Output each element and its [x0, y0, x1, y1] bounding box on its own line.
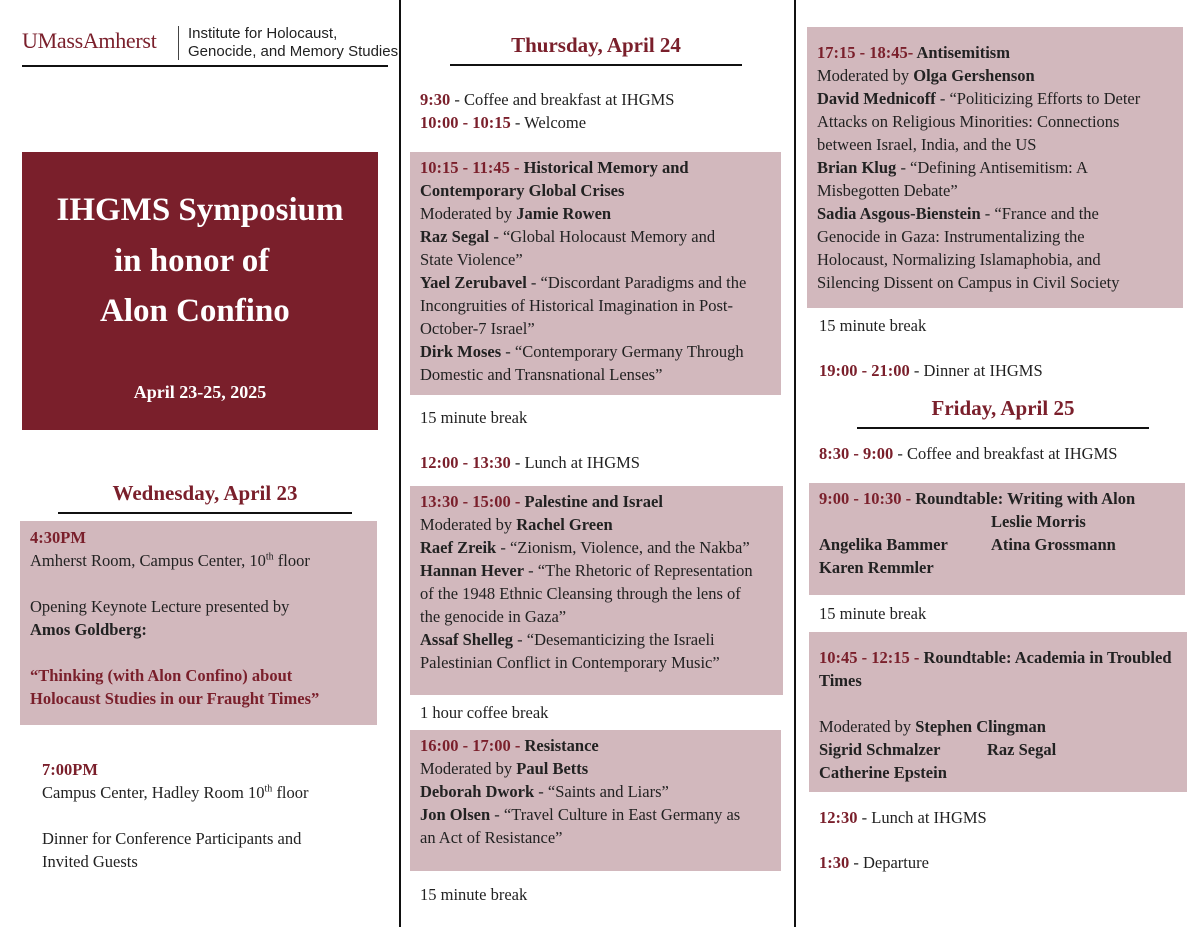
thursday-rule	[450, 64, 742, 66]
session-2-moderator: Moderated by Rachel Green	[420, 515, 613, 534]
session-1-talk-2: Yael Zerubavel - “Discordant Paradigms and the	[420, 273, 747, 292]
roundtable-1-participant: Leslie Morris	[991, 512, 1086, 531]
session-2-talk-1: Raef Zreik - “Zionism, Violence, and the Nakba”	[420, 538, 750, 557]
dinner-time: 7:00PM	[42, 760, 98, 779]
header-rule	[22, 65, 388, 67]
keynote-title-2: Holocaust Studies in our Fraught Times”	[30, 689, 320, 708]
session-palestine-israel	[410, 486, 783, 695]
break-1: 15 minute break	[420, 408, 528, 427]
roundtable-writing-with-alon	[809, 483, 1185, 595]
roundtable-2-participants-row	[819, 738, 1177, 761]
session-resistance	[410, 730, 781, 871]
roundtable-1-heading: 9:00 - 10:30 - Roundtable: Writing with Alon	[819, 489, 1136, 508]
column-divider-1	[399, 0, 401, 927]
friday-departure: 1:30 - Departure	[819, 853, 929, 872]
logo-divider	[178, 26, 179, 60]
dinner-text-2: Invited Guests	[42, 852, 138, 871]
session-3-talk-2: Jon Olsen - “Travel Culture in East Germany as	[420, 805, 741, 824]
session-4-talk-3-cont-2: Holocaust, Normalizing Islamaphobia, and	[817, 250, 1101, 269]
session-4-talk-1-cont: Attacks on Religious Minorities: Connections	[817, 112, 1120, 131]
symposium-dates: April 23-25, 2025	[133, 382, 267, 402]
session-4-talk-3-cont: Genocide in Gaza: Instrumentalizing the	[817, 227, 1085, 246]
thursday-lunch: 12:00 - 13:30 - Lunch at IHGMS	[420, 453, 640, 472]
roundtable-2-heading: 10:45 - 12:15 - Roundtable: Academia in Troubled	[819, 648, 1172, 667]
session-4-talk-2-cont: Misbegotten Debate”	[817, 181, 958, 200]
title-line-1: IHGMS Symposium	[56, 192, 344, 228]
roundtable-1-participant: Atina Grossmann	[991, 535, 1116, 554]
institute-line-1: Institute for Holocaust,	[188, 25, 338, 42]
session-4-talk-2: Brian Klug - “Defining Antisemitism: A	[817, 158, 1088, 177]
session-3-talk-2-cont: an Act of Resistance”	[420, 828, 563, 847]
roundtable-2-participant: Catherine Epstein	[819, 763, 947, 782]
session-1-talk-1-cont: State Violence”	[420, 250, 523, 269]
session-2-talk-3: Assaf Shelleg - “Desemanticizing the Israeli	[420, 630, 715, 649]
roundtable-1-participants-row	[819, 533, 1175, 556]
session-1-talk-2-cont-2: October-7 Israel”	[420, 319, 535, 338]
session-3-heading: 16:00 - 17:00 - Resistance	[420, 736, 599, 755]
roundtable-2-participant: Raz Segal	[987, 740, 1057, 759]
umass-logo	[22, 28, 157, 54]
roundtable-1-participant: Angelika Bammer	[819, 535, 948, 554]
session-1-talk-3: Dirk Moses - “Contemporary Germany Through	[420, 342, 744, 361]
session-historical-memory	[410, 152, 781, 395]
institute-line-2: Genocide, and Memory Studies	[188, 43, 399, 60]
keynote-time: 4:30PM	[30, 528, 86, 547]
friday-lunch: 12:30 - Lunch at IHGMS	[819, 808, 987, 827]
wednesday-rule	[58, 512, 352, 514]
column-divider-2	[794, 0, 796, 927]
wednesday-heading: Wednesday, April 23	[112, 481, 298, 505]
break-3: 15 minute break	[420, 885, 528, 904]
session-4-talk-3-cont-3: Silencing Dissent on Campus in Civil Society	[817, 273, 1120, 292]
session-3-talk-1: Deborah Dwork - “Saints and Liars”	[420, 782, 669, 801]
keynote-title-1: “Thinking (with Alon Confino) about	[30, 666, 293, 685]
break-2: 1 hour coffee break	[420, 703, 549, 722]
roundtable-1-participant: Karen Remmler	[819, 558, 934, 577]
title-line-2: in honor of	[114, 243, 270, 279]
friday-rule	[857, 427, 1149, 429]
symposium-title-box	[22, 152, 378, 430]
roundtable-2-participant: Sigrid Schmalzer	[819, 740, 941, 759]
session-1-heading: 10:15 - 11:45 - Historical Memory and	[420, 158, 689, 177]
keynote-speaker: Amos Goldberg:	[30, 620, 147, 639]
keynote-location: Amherst Room, Campus Center, 10th floor	[30, 551, 310, 570]
session-1-talk-3-cont: Domestic and Transnational Lenses”	[420, 365, 663, 384]
session-2-talk-2-cont: of the 1948 Ethnic Cleansing through the lens of	[420, 584, 741, 603]
session-4-talk-3: Sadia Asgous-Bienstein - “France and the	[817, 204, 1099, 223]
session-2-talk-3-cont: Palestinian Conflict in Contemporary Music”	[420, 653, 720, 672]
break-4: 15 minute break	[819, 316, 927, 335]
thursday-coffee: 9:30 - Coffee and breakfast at IHGMS	[420, 90, 675, 109]
session-2-talk-2: Hannan Hever - “The Rhetoric of Representation	[420, 561, 753, 580]
friday-heading: Friday, April 25	[931, 396, 1075, 420]
break-5: 15 minute break	[819, 604, 927, 623]
thursday-morning	[420, 88, 674, 134]
thursday-welcome: 10:00 - 10:15 - Welcome	[420, 113, 587, 132]
wednesday-evening	[42, 758, 309, 873]
session-2-heading: 13:30 - 15:00 - Palestine and Israel	[420, 492, 663, 511]
session-3-moderator: Moderated by Paul Betts	[420, 759, 589, 778]
roundtable-academia	[809, 632, 1187, 792]
session-antisemitism	[807, 27, 1183, 308]
roundtable-2-heading-2: Times	[819, 671, 862, 690]
dinner-text-1: Dinner for Conference Participants and	[42, 829, 302, 848]
dinner-location: Campus Center, Hadley Room 10th floor	[42, 783, 309, 802]
session-4-talk-1: David Mednicoff - “Politicizing Efforts to Deter	[817, 89, 1141, 108]
session-4-heading: 17:15 - 18:45- Antisemitism	[817, 43, 1010, 62]
session-4-moderator: Moderated by Olga Gershenson	[817, 66, 1035, 85]
session-4-talk-1-cont-2: between Israel, India, and the US	[817, 135, 1037, 154]
session-1-moderator: Moderated by Jamie Rowen	[420, 204, 612, 223]
umass-wordmark: UMassAmherst	[22, 28, 157, 53]
roundtable-2-moderator: Moderated by Stephen Clingman	[819, 717, 1046, 736]
title-line-3: Alon Confino	[100, 293, 290, 329]
keynote-intro: Opening Keynote Lecture presented by	[30, 597, 290, 616]
session-1-talk-2-cont: Incongruities of Historical Imagination in Post-	[420, 296, 733, 315]
keynote-session-box	[20, 521, 377, 725]
thursday-dinner: 19:00 - 21:00 - Dinner at IHGMS	[819, 361, 1043, 380]
institute-name	[188, 25, 398, 61]
session-1-heading-2: Contemporary Global Crises	[420, 181, 625, 200]
session-2-talk-2-cont-2: the genocide in Gaza”	[420, 607, 567, 626]
friday-coffee: 8:30 - 9:00 - Coffee and breakfast at IHGMS	[819, 444, 1118, 463]
thursday-heading: Thursday, April 24	[511, 33, 681, 57]
session-1-talk-1: Raz Segal - “Global Holocaust Memory and	[420, 227, 716, 246]
